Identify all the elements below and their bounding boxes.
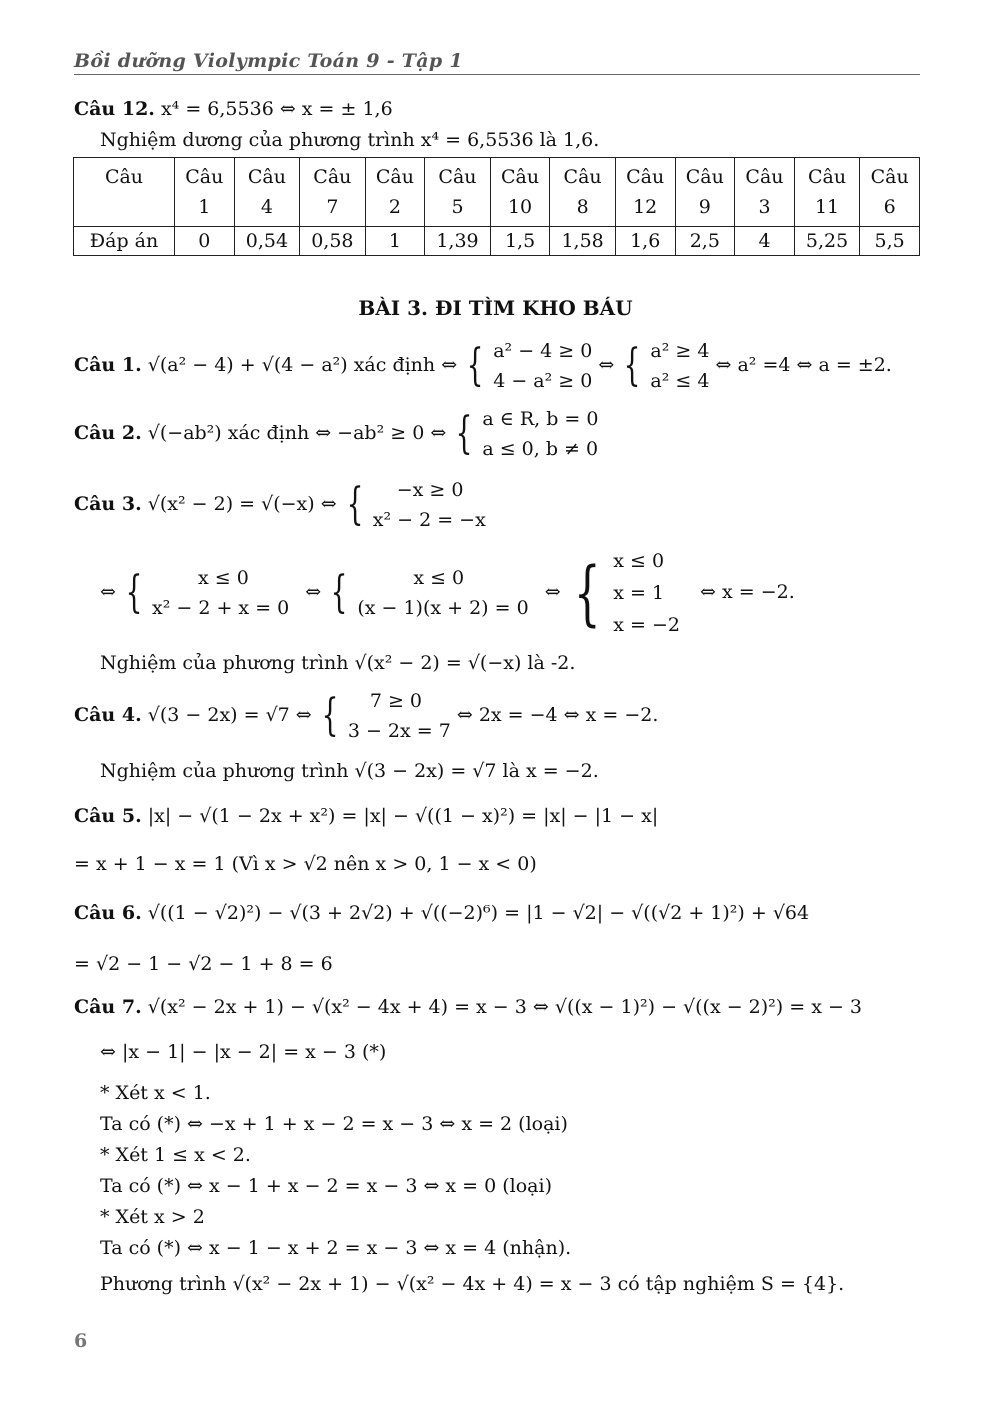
cau3-expr: √(x² − 2) = √(−x) ⇔ <box>147 493 337 515</box>
cau1-expr: √(a² − 4) + √(4 − a²) xác định ⇔ <box>147 354 458 376</box>
cau3-conclusion: Nghiệm của phương trình √(x² − 2) = √(−x) là -2. <box>100 652 576 674</box>
cau4-label: Câu 4. <box>74 704 142 726</box>
table-cell: Câu 10 <box>490 158 550 227</box>
header-title: Bồi dưỡng Violympic Toán 9 - Tập 1 <box>74 50 463 72</box>
cau3-line2 <box>100 545 795 641</box>
table-cell: 1,39 <box>425 227 490 256</box>
cau3-system-3: x ≤ 0 (x − 1)(x + 2) = 0 <box>357 567 529 619</box>
cau1-system-1: a² − 4 ≥ 0 4 − a² ≥ 0 <box>493 340 593 392</box>
answer-table <box>73 157 920 256</box>
cau2-line <box>74 404 598 464</box>
cau6-expr: √((1 − √2)²) − √(3 + 2√2) + √((−2)⁶) = |1 − √2| − √((√2 + 1)²) + √64 <box>147 902 810 924</box>
table-cell: 0 <box>175 227 235 256</box>
cau12-conclusion: Nghiệm dương của phương trình x⁴ = 6,5536 là 1,6. <box>100 129 600 151</box>
table-cell: Câu 8 <box>550 158 615 227</box>
cau3-arrow: ⇔ <box>305 581 322 603</box>
table-cell: 0,54 <box>234 227 299 256</box>
cau7-line <box>74 995 862 1019</box>
cau7-case1: * Xét x < 1. <box>100 1082 211 1104</box>
cau4-system: 7 ≥ 0 3 − 2x = 7 <box>347 690 451 742</box>
cau3-system-2: x ≤ 0 x² − 2 + x = 0 <box>152 567 290 619</box>
left-brace-icon: { <box>466 340 484 391</box>
cau4-tail: ⇔ 2x = −4 ⇔ x = −2. <box>456 704 659 726</box>
table-cell: 1,5 <box>490 227 550 256</box>
table-cell: Câu 1 <box>175 158 235 227</box>
table-cell: Câu 9 <box>675 158 735 227</box>
cau7-conclusion: Phương trình √(x² − 2x + 1) − √(x² − 4x + 4) = x − 3 có tập nghiệm S = {4}. <box>100 1273 845 1295</box>
cau2-system: a ∈ R, b = 0 a ≤ 0, b ≠ 0 <box>482 408 599 460</box>
cau7-expr: √(x² − 2x + 1) − √(x² − 4x + 4) = x − 3 ⇔ √((x − 1)²) − √((x − 2)²) = x − 3 <box>147 996 863 1018</box>
cau7-case3: * Xét x > 2 <box>100 1206 205 1228</box>
table-row <box>74 227 920 256</box>
table-cell: Câu 5 <box>425 158 490 227</box>
cau5-line <box>74 804 658 828</box>
table-cell: 4 <box>735 227 795 256</box>
table-cell: Câu 12 <box>615 158 675 227</box>
cau1-tail: ⇔ a² =4 ⇔ a = ±2. <box>715 354 892 376</box>
table-head-label: Câu <box>74 158 175 227</box>
cau6-line <box>74 901 809 925</box>
table-cell: Câu 4 <box>234 158 299 227</box>
cau12-line <box>74 97 393 121</box>
cau3-arrow: ⇔ <box>544 581 561 603</box>
cau6-line2: = √2 − 1 − √2 − 1 + 8 = 6 <box>74 953 333 975</box>
table-cell: 1 <box>365 227 425 256</box>
table-cell: 2,5 <box>675 227 735 256</box>
table-cell: 1,6 <box>615 227 675 256</box>
left-brace-icon: { <box>573 552 601 634</box>
table-cell: Câu 2 <box>365 158 425 227</box>
cau3-arrow: ⇔ <box>100 581 116 603</box>
cau5-label: Câu 5. <box>74 805 142 827</box>
cau3-line <box>74 475 486 535</box>
cau3-tail: ⇔ x = −2. <box>700 581 795 603</box>
running-header <box>74 50 920 75</box>
cau6-label: Câu 6. <box>74 902 142 924</box>
cau1-system-2: a² ≥ 4 a² ≤ 4 <box>650 340 710 392</box>
cau1-label: Câu 1. <box>74 354 142 376</box>
cau4-expr: √(3 − 2x) = √7 ⇔ <box>147 704 312 726</box>
cau3-system: −x ≥ 0 x² − 2 = −x <box>372 479 486 531</box>
cau7-case1-result: Ta có (*) ⇔ −x + 1 + x − 2 = x − 3 ⇔ x = 2 (loại) <box>100 1113 568 1135</box>
table-cell: Câu 3 <box>735 158 795 227</box>
table-cell: 5,25 <box>794 227 859 256</box>
left-brace-icon: { <box>321 690 339 741</box>
cau7-line2: ⇔ |x − 1| − |x − 2| = x − 3 (*) <box>100 1041 387 1063</box>
table-cell: Câu 6 <box>860 158 920 227</box>
cau5-expr: |x| − √(1 − 2x + x²) = |x| − √((1 − x)²) = |x| − |1 − x| <box>147 805 659 827</box>
cau4-line <box>74 686 658 746</box>
table-cell: 0,58 <box>300 227 365 256</box>
cau7-case2-result: Ta có (*) ⇔ x − 1 + x − 2 = x − 3 ⇔ x = 0 (loại) <box>100 1175 553 1197</box>
table-cell: 5,5 <box>860 227 920 256</box>
left-brace-icon: { <box>455 408 473 459</box>
table-cell: Câu 7 <box>300 158 365 227</box>
cau3-system-4: x ≤ 0 x = 1 x = −2 <box>613 550 680 636</box>
cau7-case2: * Xét 1 ≤ x < 2. <box>100 1144 251 1166</box>
cau12-eq: x⁴ = 6,5536 ⇔ x = ± 1,6 <box>160 98 393 120</box>
cau3-label: Câu 3. <box>74 493 142 515</box>
cau12-label: Câu 12. <box>74 98 155 120</box>
cau2-expr: √(−ab²) xác định ⇔ −ab² ≥ 0 ⇔ <box>147 422 447 444</box>
page-number: 6 <box>74 1330 88 1352</box>
cau1-arrow: ⇔ <box>598 354 615 376</box>
cau2-label: Câu 2. <box>74 422 142 444</box>
left-brace-icon: { <box>623 340 641 391</box>
left-brace-icon: { <box>330 567 348 618</box>
table-cell: 1,58 <box>550 227 615 256</box>
cau7-case3-result: Ta có (*) ⇔ x − 1 − x + 2 = x − 3 ⇔ x = 4 (nhận). <box>100 1237 572 1259</box>
cau4-conclusion: Nghiệm của phương trình √(3 − 2x) = √7 là x = −2. <box>100 760 599 782</box>
cau1-line <box>74 336 892 396</box>
section-title: BÀI 3. ĐI TÌM KHO BÁU <box>358 296 633 320</box>
table-row-label: Đáp án <box>74 227 175 256</box>
cau5-line2: = x + 1 − x = 1 (Vì x > √2 nên x > 0, 1 − x < 0) <box>74 853 537 875</box>
left-brace-icon: { <box>346 479 364 530</box>
cau7-label: Câu 7. <box>74 996 142 1018</box>
table-cell: Câu 11 <box>794 158 859 227</box>
table-row <box>74 158 920 227</box>
left-brace-icon: { <box>125 567 143 618</box>
